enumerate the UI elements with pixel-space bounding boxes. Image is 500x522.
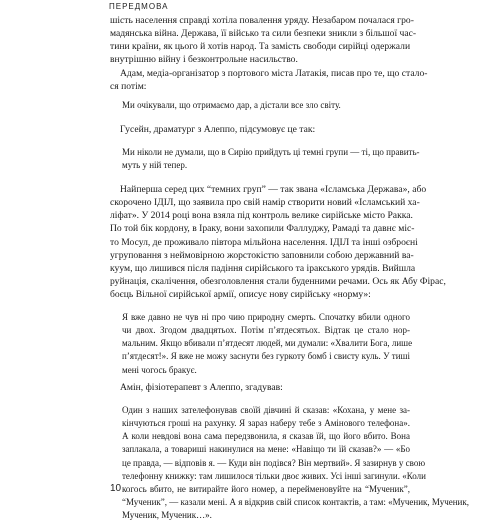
text-line: руйнація, скалічення, обезголовлення стали буденними речами. Ось як Абу Фірас,: [110, 275, 446, 287]
quote-2: [122, 146, 420, 172]
quote-line: “Мученик”, — казали мені. А я відкрив свій список контактів, а там: «Мученик, Мученик,: [122, 496, 469, 507]
text-line: куум, що лишився після падіння сирійського та іракського урядів. Вийшла: [110, 262, 416, 274]
text-line: тини країни, як цього й хотів народ. Та замість свободи сирійці одержали: [110, 41, 411, 53]
text-line: то Мосул, де проживало півтора мільйона населення. ІДІЛ та інші озброєні: [110, 236, 418, 248]
paragraph-3: [110, 123, 410, 136]
text-line: ліфат». У 2014 році вона взяла під контроль велике сирійське місто Ракка.: [110, 210, 413, 222]
text-line: Адам, медіа-організатор з портового міста Латакія, писав про те, що стало-: [120, 68, 428, 79]
quote-line: заплакала, а товариші накинулися на мене: «Навіщо ти їй сказав?» — «Бо: [122, 444, 410, 455]
paragraph-2: [110, 67, 428, 93]
text-line: мадянська війна. Держава, її військо та сили безпеки зникли з більшої час-: [110, 28, 417, 40]
paragraph-5: [110, 381, 410, 394]
quote-line: мальним. Якщо вбивали п’ятдесят людей, ми думали: «Хвалити Бога, лише: [122, 338, 413, 349]
quote-line: мені чогось бракує.: [122, 364, 197, 375]
quote-line: телефонну книжку: там лишилося тільки двоє живих. Усі інші загинули. «Коли: [122, 470, 426, 481]
text-line: По той бік кордону, в Іраку, вони захопили Фаллуджу, Рамаді та давнє міс-: [110, 223, 415, 235]
quote-line: Ми ніколи не думали, що в Сирію прийдуть ці темні групи — ті, що править-: [122, 147, 420, 157]
text-line: Найперша серед цих “темних груп” — так звана «Ісламська Держава», або: [120, 184, 427, 195]
paragraph-4: [110, 183, 446, 301]
quote-line: когось вбито, не витирайте його номер, а перейменовуйте на “Мученик”,: [122, 483, 410, 494]
running-head: ПЕРЕДМОВА: [109, 2, 169, 11]
text-line: Гусейн, драматург з Алеппо, підсумовує це так:: [120, 124, 316, 135]
quote-line: Мученик, Мученик…».: [122, 510, 212, 521]
quote-line: А коли невдові вона сама передзвонила, я сказав їй, що його вбито. Вона: [122, 431, 410, 442]
text-line: боєць Вільної сирійської армії, описує нову сирійську «норму»:: [110, 289, 371, 301]
text-line: Амін, фізіотерапевт з Алеппо, згадував:: [120, 382, 283, 393]
quote-3: [122, 311, 413, 377]
text-line: скорочено ІДІЛ, що заявила про свій намір створити новий «Ісламський ха-: [110, 197, 420, 209]
text-line: шість населення справді хотіла повалення уряду. Незабаром почалася гро-: [110, 15, 414, 26]
quote-line: Я вже давно не чув ні про чию природну смерть. Спочатку вбили одного: [122, 312, 410, 322]
quote-line: п’ятдесят!». Я вже не можу заснути без гуркоту бомб і свисту куль. У тиші: [122, 351, 410, 362]
quote-4: [122, 404, 469, 522]
text-line: ся потім:: [110, 81, 147, 93]
page-number: 10: [110, 483, 122, 494]
quote-1: [122, 99, 410, 112]
quote-line: Один з наших зателефонував своїй дівчині й сказав: «Кохана, у мене за-: [122, 405, 410, 415]
quote-line: чи двох. Згодом двадцятьох. Потім п’ятдесятьох. Відтак це стало нор-: [122, 325, 410, 336]
text-line: угруповання з неймовірною жорстокістю заповнили собою державний ва-: [110, 249, 414, 261]
quote-line: Ми очікували, що отримаємо дар, а дістали все зло світу.: [122, 100, 341, 110]
quote-line: муть у ній тепер.: [122, 160, 188, 171]
quote-line: кінчуються гроші на рахунку. Я зараз наберу тебе з Амінового телефона».: [122, 418, 410, 429]
text-line: внутрішню війну і безконтрольне насильство.: [110, 54, 298, 66]
quote-line: це правда, — відповів я. — Куди він подівся? Він мертвий». Я зазирнув у свою: [122, 457, 426, 468]
paragraph-1: [110, 14, 417, 67]
